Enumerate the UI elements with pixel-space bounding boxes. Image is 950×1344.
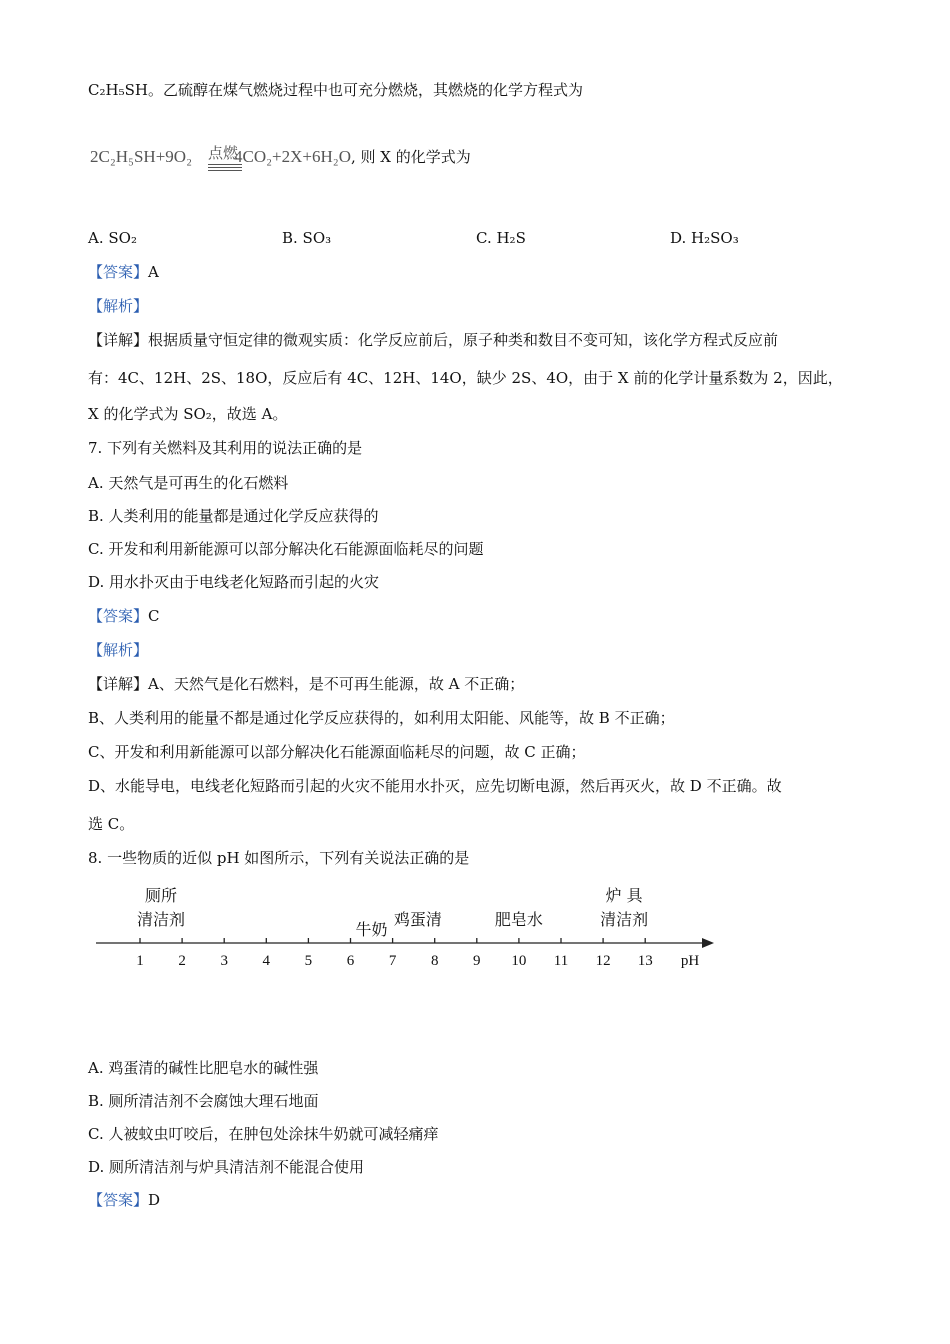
ph-substance-label-top: 炉 具	[605, 886, 643, 905]
ph-substance-label: 鸡蛋清	[393, 910, 442, 929]
q7-analysis: 【解析】	[88, 641, 149, 659]
ph-substance-label: 牛奶	[355, 920, 388, 939]
q6-option-d: D. H₂SO₃	[670, 229, 739, 247]
ph-tick-label: 10	[511, 953, 527, 969]
ph-tick-label: 9	[473, 953, 481, 969]
q8-option-a: A. 鸡蛋清的碱性比肥皂水的碱性强	[88, 1059, 319, 1077]
q7-option-b: B. 人类利用的能量都是通过化学反应获得的	[88, 507, 379, 525]
q6-detail-line-3: X 的化学式为 SO₂，故选 A。	[88, 405, 288, 423]
q6-option-c: C. H₂S	[476, 229, 526, 247]
ph-tick-label: 1	[136, 953, 144, 969]
q7-detail-line-4: D、水能导电，电线老化短路而引起的火灾不能用水扑灭，应先切断电源，然后再灭火，故 D 不正确。故	[88, 777, 782, 795]
ph-axis-arrow	[702, 938, 714, 948]
q7-detail-line-5: 选 C。	[88, 815, 135, 833]
ph-substance-label: 肥皂水	[494, 910, 543, 929]
q7-answer: 【答案】C	[88, 607, 160, 625]
ph-tick-label: 12	[595, 953, 611, 969]
ph-tick-label: 7	[388, 953, 397, 969]
q7-option-d: D. 用水扑灭由于电线老化短路而引起的火灾	[88, 573, 380, 591]
q8-question: 8. 一些物质的近似 pH 如图所示，下列有关说法正确的是	[88, 849, 470, 867]
q7-detail-line-1: 【详解】A、天然气是化石燃料，是不可再生能源，故 A 不正确；	[88, 675, 525, 693]
equation-suffix: , 则 X 的化学式为	[350, 148, 471, 166]
ph-tick-label: 4	[262, 953, 271, 969]
equation-left: 2C₂H₅SH+9O₂	[90, 147, 192, 166]
q7-detail-line-2: B、人类利用的能量不都是通过化学反应获得的，如利用太阳能、风能等，故 B 不正确；	[88, 709, 675, 727]
ph-axis-label: pH	[680, 953, 700, 969]
ph-scale-figure	[90, 880, 730, 980]
ph-substance-label: 清洁剂	[137, 910, 186, 929]
q6-detail-line-1: 【详解】根据质量守恒定律的微观实质：化学反应前后，原子种类和数目不变可知，该化学方程式反应前	[88, 331, 779, 349]
q6-intro: C₂H₅SH。乙硫醇在煤气燃烧过程中也可充分燃烧，其燃烧的化学方程式为	[88, 81, 583, 99]
ph-substance-label: 清洁剂	[600, 910, 649, 929]
ph-tick-label: 5	[304, 953, 313, 969]
ph-tick-label: 13	[637, 953, 653, 969]
q8-answer: 【答案】D	[88, 1191, 161, 1209]
ph-tick-label: 11	[553, 953, 569, 969]
q7-option-a: A. 天然气是可再生的化石燃料	[88, 474, 289, 492]
q6-answer: 【答案】A	[88, 263, 159, 281]
q8-option-c: C. 人被蚊虫叮咬后，在肿包处涂抹牛奶就可减轻痛痒	[88, 1125, 439, 1143]
ph-tick-label: 6	[346, 953, 355, 969]
ph-tick-label: 3	[220, 953, 228, 969]
q8-option-d: D. 厕所清洁剂与炉具清洁剂不能混合使用	[88, 1158, 365, 1176]
q8-option-b: B. 厕所清洁剂不会腐蚀大理石地面	[88, 1092, 319, 1110]
ph-tick-label: 8	[430, 953, 439, 969]
chemical-equation	[90, 146, 471, 167]
q7-question: 7. 下列有关燃料及其利用的说法正确的是	[88, 439, 363, 457]
q6-detail-line-2: 有：4C、12H、2S、18O，反应后有 4C、12H、14O，缺少 2S、4O，由于 X 前的化学计量系数为 2，因此，	[88, 369, 843, 387]
ph-substance-label-top: 厕所	[145, 886, 178, 905]
q6-analysis: 【解析】	[88, 297, 149, 315]
q7-detail-line-3: C、开发和利用新能源可以部分解决化石能源面临耗尽的问题，故 C 正确；	[88, 743, 586, 761]
equation-right: 4CO₂+2X+6H₂O	[234, 147, 351, 166]
q7-option-c: C. 开发和利用新能源可以部分解决化石能源面临耗尽的问题	[88, 540, 484, 558]
ph-tick-label: 2	[178, 953, 186, 969]
equation-condition: 点燃	[208, 146, 239, 162]
q6-option-b: B. SO₃	[282, 229, 332, 247]
q6-option-a: A. SO₂	[88, 229, 137, 247]
